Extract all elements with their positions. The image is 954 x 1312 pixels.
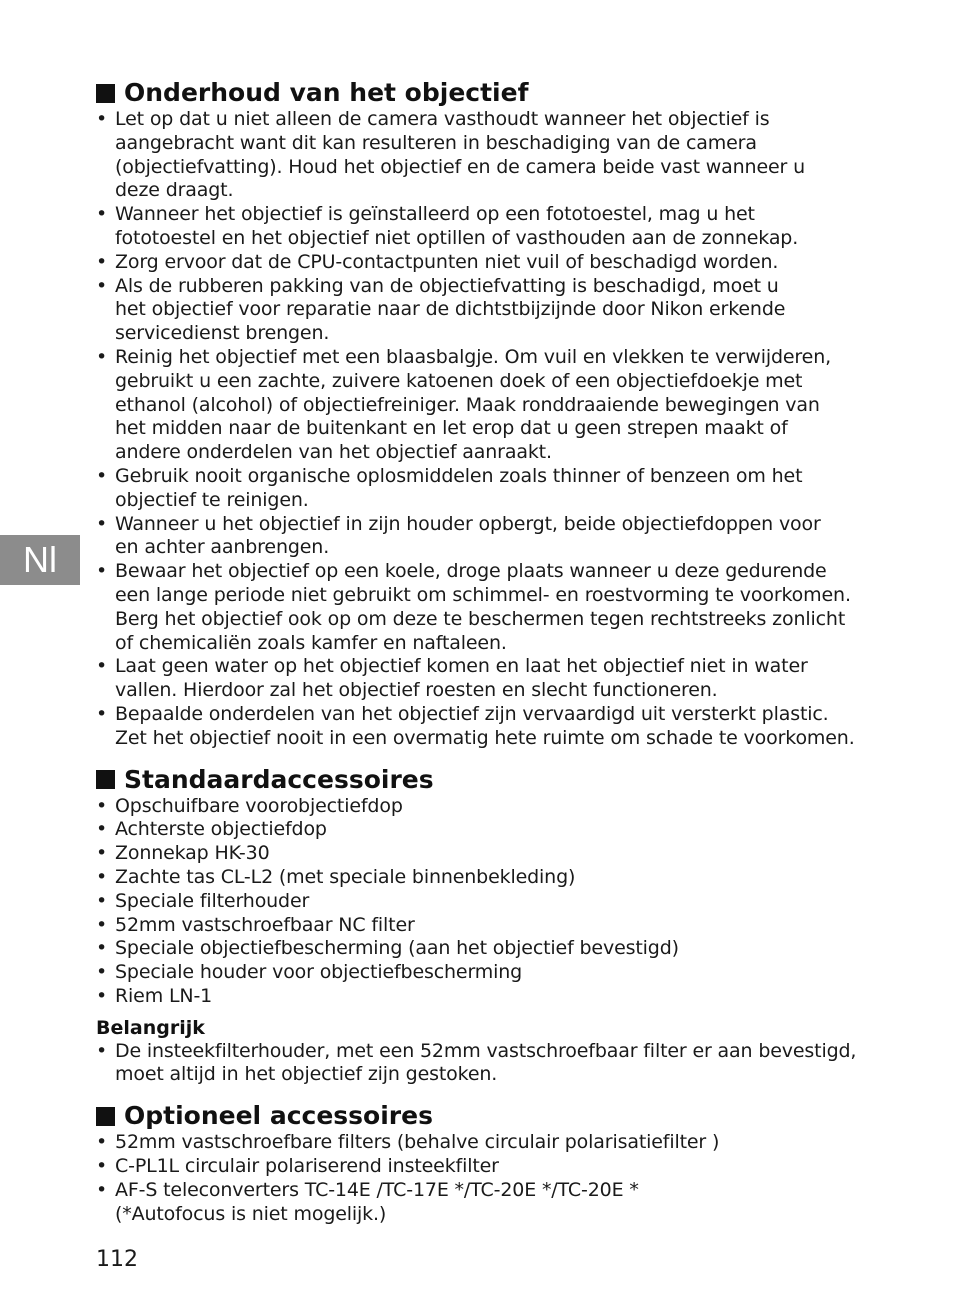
list-item [96, 513, 886, 561]
list-item-line: • Zorg ervoor dat de CPU-contactpunten niet vuil of beschadigd worden. [115, 250, 779, 273]
list-item-line: (*Autofocus is niet mogelijk.) [115, 1202, 387, 1225]
section-optional-accessories [96, 1101, 886, 1226]
list-item [96, 866, 886, 890]
list-item-line: deze draagt. [115, 179, 234, 202]
list-item-line: • AF-S teleconverters TC-14E /TC-17E */TC-20E */TC-20E * [115, 1178, 639, 1201]
list-item [96, 1179, 886, 1227]
list-item [96, 560, 886, 655]
list-item [96, 203, 886, 251]
list-item [96, 465, 886, 513]
list-item-line: • Zachte tas CL-L2 (met speciale binnenbekleding) [115, 865, 576, 888]
list-item-line: of chemicaliën zoals kamfer en naftaleen. [115, 631, 507, 654]
important-list [96, 1040, 886, 1088]
list-item [96, 346, 886, 465]
list-item-line: moet altijd in het objectief zijn gestoken. [115, 1063, 498, 1086]
list-item-line: • Gebruik nooit organische oplosmiddelen zoals thinner of benzeen om het [115, 464, 803, 487]
list-item-line: vallen. Hierdoor zal het objectief roesten en slecht functioneren. [115, 679, 718, 702]
section-heading [96, 765, 886, 795]
list-item [96, 914, 886, 938]
page-number: 112 [96, 1247, 138, 1272]
list-item [96, 961, 886, 985]
list-item-line: het midden naar de buitenkant en let erop dat u geen strepen maakt of [115, 417, 788, 440]
list-item-line: (objectiefvatting). Houd het objectief en de camera beide vast wanneer u [115, 155, 805, 178]
page-content [96, 78, 886, 1226]
list-item-line: andere onderdelen van het objectief aanraakt. [115, 441, 552, 464]
list-item [96, 937, 886, 961]
list-item [96, 275, 886, 346]
optional-accessories-list [96, 1131, 886, 1226]
list-item [96, 251, 886, 275]
list-item-line: servicedienst brengen. [115, 322, 330, 345]
list-item [96, 703, 886, 751]
list-item [96, 795, 886, 819]
important-heading: Belangrijk [96, 1016, 205, 1039]
list-item [96, 842, 886, 866]
language-tab: Nl [0, 535, 80, 585]
section-heading [96, 1101, 886, 1131]
section-title: Standaardaccessoires [124, 764, 434, 794]
section-standard-accessories [96, 765, 886, 1088]
list-item-line: • Bewaar het objectief op een koele, droge plaats wanneer u deze gedurende [115, 560, 827, 583]
list-item-line: gebruikt u een zachte, zuivere katoenen doek of een objectiefdoekje met [115, 369, 803, 392]
list-item-line: • Speciale houder voor objectiefbescherming [115, 961, 523, 984]
list-item-line: fototoestel en het objectief niet optillen of vasthouden aan de zonnekap. [115, 226, 799, 249]
list-item-line: Zet het objectief nooit in een overmatig hete ruimte om schade te voorkomen. [115, 726, 855, 749]
list-item [96, 890, 886, 914]
list-item [96, 1131, 886, 1155]
list-item-line: • Riem LN-1 [115, 984, 213, 1007]
square-bullet-icon [96, 84, 115, 103]
list-item-line: • Wanneer het objectief is geïnstalleerd op een fototoestel, mag u het [115, 203, 755, 226]
standard-accessories-list [96, 795, 886, 1009]
list-item [96, 108, 886, 203]
list-item-line: • Speciale filterhouder [115, 889, 310, 912]
list-item-line: Berg het objectief ook op om deze te beschermen tegen rechtstreeks zonlicht [115, 607, 846, 630]
list-item-line: • 52mm vastschroefbare filters (behalve circulair polarisatiefilter ) [115, 1131, 720, 1154]
list-item [96, 1040, 886, 1088]
section-maintenance [96, 78, 886, 751]
list-item-line: aangebracht want dit kan resulteren in beschadiging van de camera [115, 131, 757, 154]
list-item [96, 655, 886, 703]
list-item [96, 818, 886, 842]
list-item-line: • Zonnekap HK-30 [115, 842, 270, 865]
list-item-line: • Achterste objectiefdop [115, 818, 327, 841]
section-title: Optioneel accessoires [124, 1101, 433, 1131]
maintenance-list [96, 108, 886, 751]
list-item-line: • Speciale objectiefbescherming (aan het objectief bevestigd) [115, 937, 679, 960]
list-item-line: en achter aanbrengen. [115, 536, 330, 559]
list-item [96, 1155, 886, 1179]
list-item-line: • Opschuifbare voorobjectiefdop [115, 794, 403, 817]
list-item-line: een lange periode niet gebruikt om schimmel- en roestvorming te voorkomen. [115, 583, 851, 606]
list-item-line: • Wanneer u het objectief in zijn houder opbergt, beide objectiefdoppen voor [115, 512, 821, 535]
list-item-line: • Bepaalde onderdelen van het objectief zijn vervaardigd uit versterkt plastic. [115, 702, 829, 725]
list-item-line: • Let op dat u niet alleen de camera vasthoudt wanneer het objectief is [115, 108, 770, 130]
list-item-line: • Reinig het objectief met een blaasbalgje. Om vuil en vlekken te verwijderen, [115, 345, 831, 368]
section-heading [96, 78, 886, 108]
list-item-line: het objectief voor reparatie naar de dichtstbijzijnde door Nikon erkende [115, 298, 786, 321]
list-item-line: • Laat geen water op het objectief komen en laat het objectief niet in water [115, 655, 808, 678]
list-item-line: • C-PL1L circulair polariserend insteekfilter [115, 1155, 499, 1178]
square-bullet-icon [96, 1107, 115, 1126]
list-item-line: • Als de rubberen pakking van de objectiefvatting is beschadigd, moet u [115, 274, 779, 297]
list-item-line: • De insteekfilterhouder, met een 52mm vastschroefbaar filter er aan bevestigd, [115, 1039, 857, 1062]
square-bullet-icon [96, 770, 115, 789]
list-item [96, 985, 886, 1009]
list-item-line: • 52mm vastschroefbaar NC filter [115, 913, 415, 936]
list-item-line: objectief te reinigen. [115, 488, 309, 511]
list-item-line: ethanol (alcohol) of objectiefreiniger. Maak ronddraaiende bewegingen van [115, 393, 820, 416]
section-title: Onderhoud van het objectief [124, 78, 529, 107]
